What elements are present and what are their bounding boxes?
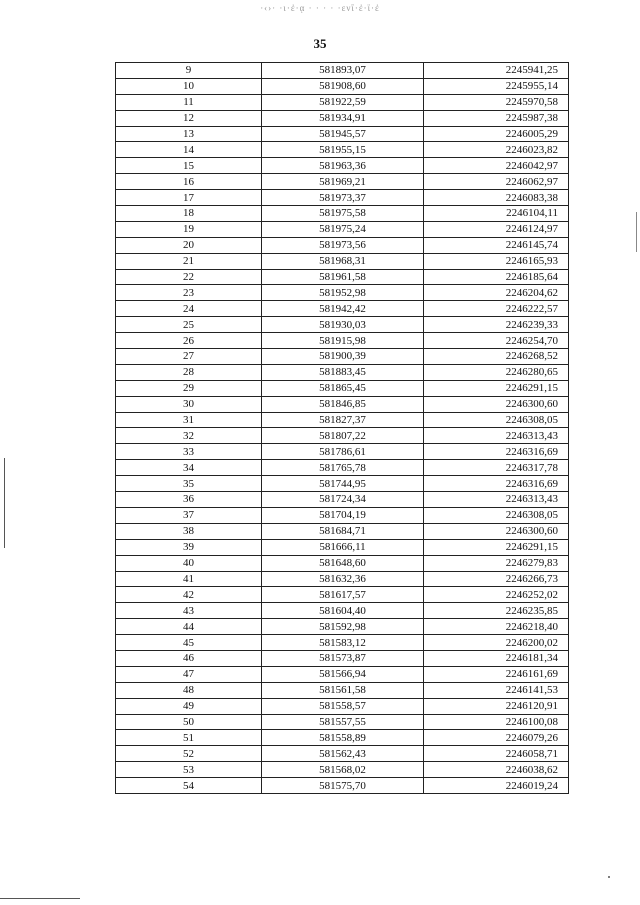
- table-row: [116, 778, 569, 794]
- table-row: [116, 587, 569, 603]
- table-row: [116, 317, 569, 333]
- coordinates-table-body: [116, 63, 569, 794]
- table-row: [116, 174, 569, 190]
- point-number-cell: 40: [116, 555, 262, 571]
- y-coordinate-cell: 2245955,14: [424, 78, 569, 94]
- table-row: [116, 285, 569, 301]
- scan-speck: [608, 876, 610, 878]
- table-row: [116, 428, 569, 444]
- y-coordinate-cell: 2246235,85: [424, 603, 569, 619]
- x-coordinate-cell: 581558,57: [262, 698, 424, 714]
- table-row: [116, 301, 569, 317]
- table-row: [116, 619, 569, 635]
- page-number: 35: [313, 36, 327, 51]
- y-coordinate-cell: 2246042,97: [424, 158, 569, 174]
- point-number-cell: 51: [116, 730, 262, 746]
- point-number-cell: 38: [116, 523, 262, 539]
- y-coordinate-cell: 2246204,62: [424, 285, 569, 301]
- point-number-cell: 9: [116, 63, 262, 79]
- x-coordinate-cell: 581827,37: [262, 412, 424, 428]
- point-number-cell: 54: [116, 778, 262, 794]
- table-row: [116, 412, 569, 428]
- y-coordinate-cell: 2246300,60: [424, 396, 569, 412]
- x-coordinate-cell: 581561,58: [262, 682, 424, 698]
- y-coordinate-cell: 2246165,93: [424, 253, 569, 269]
- y-coordinate-cell: 2245941,25: [424, 63, 569, 79]
- x-coordinate-cell: 581968,31: [262, 253, 424, 269]
- x-coordinate-cell: 581963,36: [262, 158, 424, 174]
- y-coordinate-cell: 2246120,91: [424, 698, 569, 714]
- y-coordinate-cell: 2246124,97: [424, 221, 569, 237]
- y-coordinate-cell: 2246185,64: [424, 269, 569, 285]
- x-coordinate-cell: 581684,71: [262, 523, 424, 539]
- table-row: [116, 190, 569, 206]
- y-coordinate-cell: 2246316,69: [424, 476, 569, 492]
- y-coordinate-cell: 2246100,08: [424, 714, 569, 730]
- y-coordinate-cell: 2246300,60: [424, 523, 569, 539]
- y-coordinate-cell: 2246316,69: [424, 444, 569, 460]
- table-row: [116, 253, 569, 269]
- y-coordinate-cell: 2246279,83: [424, 555, 569, 571]
- point-number-cell: 53: [116, 762, 262, 778]
- table-row: [116, 730, 569, 746]
- right-scan-edge: [636, 212, 637, 252]
- table-row: [116, 762, 569, 778]
- x-coordinate-cell: 581922,59: [262, 94, 424, 110]
- table-row: [116, 746, 569, 762]
- y-coordinate-cell: 2246019,24: [424, 778, 569, 794]
- table-row: [116, 333, 569, 349]
- x-coordinate-cell: 581973,56: [262, 237, 424, 253]
- y-coordinate-cell: 2246023,82: [424, 142, 569, 158]
- point-number-cell: 25: [116, 317, 262, 333]
- table-row: [116, 635, 569, 651]
- x-coordinate-cell: 581562,43: [262, 746, 424, 762]
- table-row: [116, 158, 569, 174]
- y-coordinate-cell: 2246313,43: [424, 492, 569, 508]
- y-coordinate-cell: 2246038,62: [424, 762, 569, 778]
- y-coordinate-cell: 2246313,43: [424, 428, 569, 444]
- table-row: [116, 698, 569, 714]
- x-coordinate-cell: 581930,03: [262, 317, 424, 333]
- y-coordinate-cell: 2246317,78: [424, 460, 569, 476]
- x-coordinate-cell: 581724,34: [262, 492, 424, 508]
- y-coordinate-cell: 2246145,74: [424, 237, 569, 253]
- x-coordinate-cell: 581557,55: [262, 714, 424, 730]
- x-coordinate-cell: 581744,95: [262, 476, 424, 492]
- point-number-cell: 48: [116, 682, 262, 698]
- table-row: [116, 523, 569, 539]
- point-number-cell: 44: [116, 619, 262, 635]
- point-number-cell: 37: [116, 507, 262, 523]
- point-number-cell: 31: [116, 412, 262, 428]
- x-coordinate-cell: 581865,45: [262, 380, 424, 396]
- x-coordinate-cell: 581961,58: [262, 269, 424, 285]
- x-coordinate-cell: 581915,98: [262, 333, 424, 349]
- x-coordinate-cell: 581592,98: [262, 619, 424, 635]
- y-coordinate-cell: 2246252,02: [424, 587, 569, 603]
- point-number-cell: 47: [116, 666, 262, 682]
- y-coordinate-cell: 2246266,73: [424, 571, 569, 587]
- table-row: [116, 206, 569, 222]
- y-coordinate-cell: 2246308,05: [424, 507, 569, 523]
- x-coordinate-cell: 581908,60: [262, 78, 424, 94]
- y-coordinate-cell: 2246104,11: [424, 206, 569, 222]
- point-number-cell: 43: [116, 603, 262, 619]
- point-number-cell: 30: [116, 396, 262, 412]
- x-coordinate-cell: 581575,70: [262, 778, 424, 794]
- y-coordinate-cell: 2246083,38: [424, 190, 569, 206]
- left-scan-edge: [4, 458, 5, 548]
- table-row: [116, 555, 569, 571]
- table-row: [116, 269, 569, 285]
- table-row: [116, 507, 569, 523]
- table-row: [116, 142, 569, 158]
- table-row: [116, 460, 569, 476]
- point-number-cell: 18: [116, 206, 262, 222]
- y-coordinate-cell: 2246254,70: [424, 333, 569, 349]
- point-number-cell: 21: [116, 253, 262, 269]
- point-number-cell: 36: [116, 492, 262, 508]
- x-coordinate-cell: 581883,45: [262, 364, 424, 380]
- x-coordinate-cell: 581704,19: [262, 507, 424, 523]
- bottom-scan-edge: [0, 898, 80, 899]
- x-coordinate-cell: 581568,02: [262, 762, 424, 778]
- x-coordinate-cell: 581666,11: [262, 539, 424, 555]
- x-coordinate-cell: 581952,98: [262, 285, 424, 301]
- x-coordinate-cell: 581969,21: [262, 174, 424, 190]
- point-number-cell: 49: [116, 698, 262, 714]
- point-number-cell: 33: [116, 444, 262, 460]
- x-coordinate-cell: 581807,22: [262, 428, 424, 444]
- y-coordinate-cell: 2246218,40: [424, 619, 569, 635]
- point-number-cell: 26: [116, 333, 262, 349]
- x-coordinate-cell: 581945,57: [262, 126, 424, 142]
- x-coordinate-cell: 581846,85: [262, 396, 424, 412]
- point-number-cell: 46: [116, 650, 262, 666]
- coordinates-table: [115, 62, 569, 794]
- table-row: [116, 349, 569, 365]
- point-number-cell: 15: [116, 158, 262, 174]
- point-number-cell: 11: [116, 94, 262, 110]
- y-coordinate-cell: 2246141,53: [424, 682, 569, 698]
- table-row: [116, 237, 569, 253]
- y-coordinate-cell: 2246181,34: [424, 650, 569, 666]
- table-row: [116, 603, 569, 619]
- y-coordinate-cell: 2245970,58: [424, 94, 569, 110]
- point-number-cell: 34: [116, 460, 262, 476]
- y-coordinate-cell: 2246200,02: [424, 635, 569, 651]
- table-row: [116, 714, 569, 730]
- table-row: [116, 492, 569, 508]
- x-coordinate-cell: 581975,24: [262, 221, 424, 237]
- scan-header-noise: ·‹›· ·ι·ἐ·ᾳ · · · · ·ενΐ·ἐ·ϊ·ἐ: [260, 3, 380, 13]
- x-coordinate-cell: 581583,12: [262, 635, 424, 651]
- point-number-cell: 13: [116, 126, 262, 142]
- table-row: [116, 94, 569, 110]
- y-coordinate-cell: 2246062,97: [424, 174, 569, 190]
- table-row: [116, 221, 569, 237]
- y-coordinate-cell: 2246079,26: [424, 730, 569, 746]
- table-row: [116, 63, 569, 79]
- x-coordinate-cell: 581765,78: [262, 460, 424, 476]
- table-row: [116, 539, 569, 555]
- x-coordinate-cell: 581900,39: [262, 349, 424, 365]
- x-coordinate-cell: 581934,91: [262, 110, 424, 126]
- table-row: [116, 78, 569, 94]
- y-coordinate-cell: 2246239,33: [424, 317, 569, 333]
- table-row: [116, 682, 569, 698]
- x-coordinate-cell: 581786,61: [262, 444, 424, 460]
- point-number-cell: 42: [116, 587, 262, 603]
- table-row: [116, 126, 569, 142]
- point-number-cell: 35: [116, 476, 262, 492]
- table-row: [116, 380, 569, 396]
- y-coordinate-cell: 2246280,65: [424, 364, 569, 380]
- point-number-cell: 27: [116, 349, 262, 365]
- x-coordinate-cell: 581942,42: [262, 301, 424, 317]
- table-row: [116, 666, 569, 682]
- point-number-cell: 50: [116, 714, 262, 730]
- x-coordinate-cell: 581604,40: [262, 603, 424, 619]
- point-number-cell: 19: [116, 221, 262, 237]
- y-coordinate-cell: 2245987,38: [424, 110, 569, 126]
- point-number-cell: 32: [116, 428, 262, 444]
- x-coordinate-cell: 581648,60: [262, 555, 424, 571]
- point-number-cell: 28: [116, 364, 262, 380]
- x-coordinate-cell: 581975,58: [262, 206, 424, 222]
- point-number-cell: 45: [116, 635, 262, 651]
- x-coordinate-cell: 581955,15: [262, 142, 424, 158]
- y-coordinate-cell: 2246005,29: [424, 126, 569, 142]
- point-number-cell: 24: [116, 301, 262, 317]
- point-number-cell: 12: [116, 110, 262, 126]
- y-coordinate-cell: 2246308,05: [424, 412, 569, 428]
- table-row: [116, 476, 569, 492]
- point-number-cell: 22: [116, 269, 262, 285]
- point-number-cell: 39: [116, 539, 262, 555]
- table-row: [116, 444, 569, 460]
- point-number-cell: 10: [116, 78, 262, 94]
- x-coordinate-cell: 581632,36: [262, 571, 424, 587]
- x-coordinate-cell: 581558,89: [262, 730, 424, 746]
- x-coordinate-cell: 581893,07: [262, 63, 424, 79]
- table-row: [116, 396, 569, 412]
- point-number-cell: 29: [116, 380, 262, 396]
- point-number-cell: 17: [116, 190, 262, 206]
- x-coordinate-cell: 581566,94: [262, 666, 424, 682]
- y-coordinate-cell: 2246291,15: [424, 380, 569, 396]
- point-number-cell: 52: [116, 746, 262, 762]
- x-coordinate-cell: 581973,37: [262, 190, 424, 206]
- x-coordinate-cell: 581617,57: [262, 587, 424, 603]
- point-number-cell: 20: [116, 237, 262, 253]
- table-row: [116, 364, 569, 380]
- table-row: [116, 650, 569, 666]
- y-coordinate-cell: 2246161,69: [424, 666, 569, 682]
- y-coordinate-cell: 2246268,52: [424, 349, 569, 365]
- point-number-cell: 23: [116, 285, 262, 301]
- table-row: [116, 571, 569, 587]
- point-number-cell: 41: [116, 571, 262, 587]
- point-number-cell: 14: [116, 142, 262, 158]
- y-coordinate-cell: 2246222,57: [424, 301, 569, 317]
- table-row: [116, 110, 569, 126]
- point-number-cell: 16: [116, 174, 262, 190]
- x-coordinate-cell: 581573,87: [262, 650, 424, 666]
- y-coordinate-cell: 2246291,15: [424, 539, 569, 555]
- y-coordinate-cell: 2246058,71: [424, 746, 569, 762]
